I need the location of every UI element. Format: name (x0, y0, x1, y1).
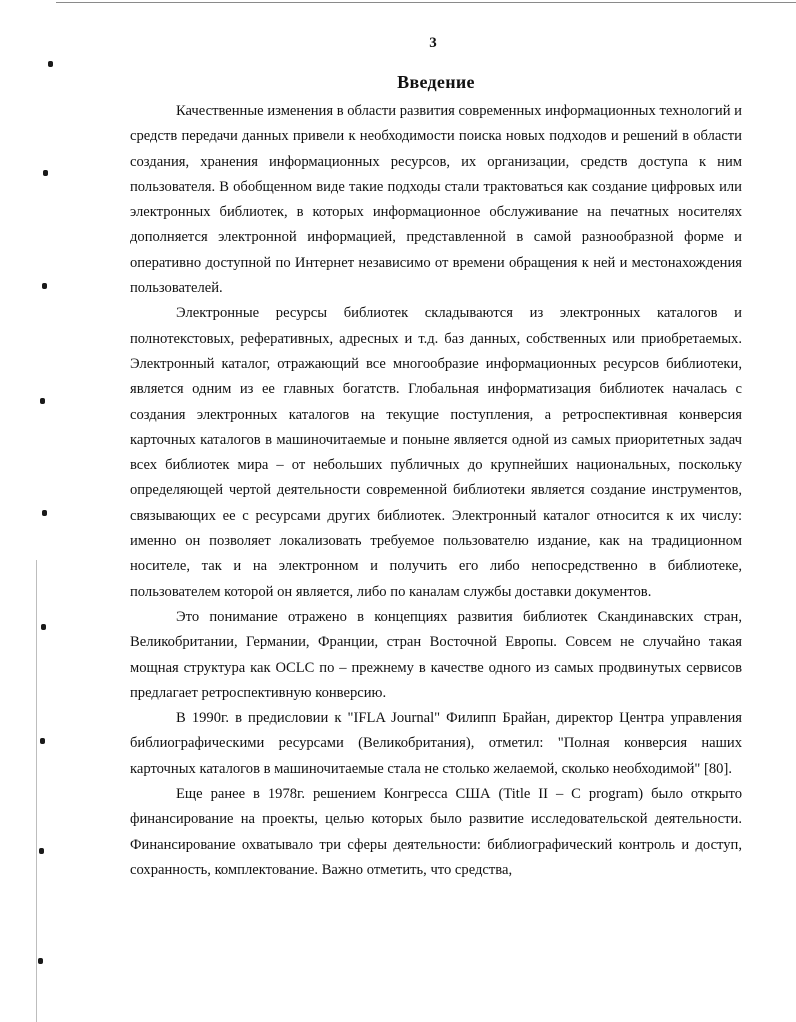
page-number: 3 (429, 35, 437, 51)
paragraph: Это понимание отражено в концепциях развития библиотек Скандинавских стран, Великобритании, Германии, Франции, стран Восточной Европы. Совсем не случайно такая мощная структура как OCLC по – прежнему в качестве одного из самых продвинутых сервисов предлагает ретроспективную конверсию. (130, 608, 742, 701)
scan-hole-mark (42, 283, 47, 289)
scan-hole-mark (38, 958, 43, 964)
body-text (130, 99, 742, 883)
scan-top-edge-line (56, 2, 796, 3)
scan-hole-mark (43, 170, 48, 176)
scan-hole-mark (42, 510, 47, 516)
paragraph: Качественные изменения в области развития современных информационных технологий и средств передачи данных привели к необходимости поиска новых подходов и решений в области создания, хранения информационных ресурсов, их организации, средств доступа к ним пользователя. В обобщенном виде такие подходы стали трактоваться как создание цифровых или электронных библиотек, в которых информационное обслуживание на печатных носителях дополняется электронной информацией, представленной в самой разнообразной форме и оперативно доступной по Интернет независимо от времени обращения к ней и местонахождения пользователей. (130, 103, 742, 297)
scan-hole-mark (48, 61, 53, 67)
paragraph: Электронные ресурсы библиотек складываются из электронных каталогов и полнотекстовых, реферативных, адресных и т.д. баз данных, собственных или приобретаемых. Электронный каталог, отражающий все многообразие информационных ресурсов библиотеки, является одним из ее главных богатств. Глобальная информатизация библиотек началась с создания электронных каталогов на текущие поступления, а ретроспективная конверсия карточных каталогов в машиночитаемые и поныне является одной из самых приоритетных задач всех библиотек мира – от небольших публичных до крупнейших национальных, поскольку определяющей чертой деятельности современной библиотеки является создание инструментов, связывающих ее с ресурсами других библиотек. Электронный каталог относится к их числу: именно он позволяет локализовать требуемое пользователю издание, как на традиционном носителе, так и на электронном и получить его либо непосредственно в библиотеке, пользователем которой он является, либо по каналам службы доставки документов. (130, 305, 742, 600)
scan-hole-mark (40, 398, 45, 404)
paragraph: В 1990г. в предисловии к "IFLA Journal" Филипп Брайан, директор Центра управления библиографическими ресурсами (Великобритания), отметил: "Полная конверсия наших карточных каталогов в машиночитаемые стала не столько желаемой, сколько необходимой" [80]. (130, 710, 742, 777)
paragraph: Еще ранее в 1978г. решением Конгресса США (Title II – C program) было открыто финансирование на проекты, целью которых было развитие исследовательской деятельности. Финансирование охватывало три сферы деятельности: библиографический контроль и доступ, сохранность, комплектование. Важно отметить, что средства, (130, 786, 742, 878)
scan-hole-mark (41, 624, 46, 630)
section-title: Введение (397, 72, 475, 92)
scan-hole-mark (40, 738, 45, 744)
scan-left-edge-line (36, 560, 37, 1022)
scan-hole-mark (39, 848, 44, 854)
